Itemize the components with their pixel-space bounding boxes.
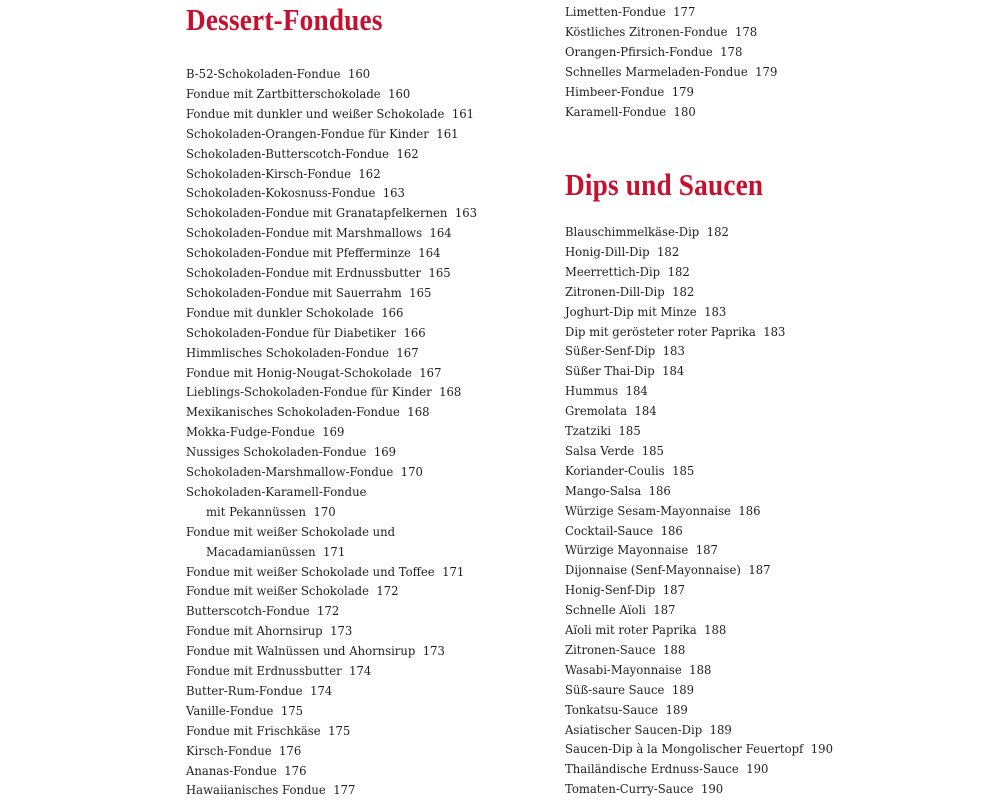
entry-title: Wasabi-Mayonnaise	[565, 661, 682, 677]
index-entry	[565, 304, 726, 320]
entry-title: Schokoladen-Butterscotch-Fondue	[186, 145, 390, 161]
entry-page-number: 187	[695, 542, 718, 558]
section-heading-dessert-fondues: Dessert-Fondues	[186, 2, 383, 37]
index-entry	[186, 623, 352, 639]
entry-title: Blauschimmelkäse-Dip	[565, 224, 700, 239]
entry-title: Mokka-Fudge-Fondue	[186, 424, 315, 440]
entry-page-number: 179	[755, 63, 778, 79]
entry-page-number: 175	[328, 722, 351, 738]
index-entry	[565, 682, 694, 698]
index-entry	[565, 44, 742, 60]
entry-title: Fondue mit Walnüssen und Ahornsirup	[186, 643, 416, 659]
entry-title: Fondue mit Ahornsirup	[186, 623, 323, 639]
entry-page-number: 177	[333, 782, 356, 798]
index-entry	[565, 741, 833, 757]
entry-page-number: 183	[763, 323, 786, 339]
entry-page-number: 162	[358, 165, 381, 181]
entry-title: Tomaten-Curry-Sauce	[565, 781, 694, 797]
entry-title: Würzige Sesam-Mayonnaise	[565, 502, 731, 518]
index-entry	[186, 763, 306, 779]
index-entry	[186, 703, 303, 719]
entry-title: Aïoli mit roter Paprika	[565, 622, 697, 637]
entry-page-number: 190	[746, 761, 769, 777]
entry-title: Fondue mit Honig-Nougat-Schokolade	[186, 364, 412, 380]
index-entry	[186, 146, 419, 162]
entry-title: Zitronen-Dill-Dip	[565, 283, 665, 299]
entry-page-number: 171	[323, 543, 346, 559]
entry-title: Fondue mit weißer Schokolade und Toffee	[186, 563, 435, 579]
index-entry	[186, 683, 332, 699]
index-entry	[565, 463, 694, 479]
entry-page-number: 163	[382, 185, 405, 201]
entry-page-number: 186	[648, 482, 671, 498]
entry-page-number: 174	[349, 663, 372, 678]
entry-title: Orangen-Pfirsich-Fondue	[565, 43, 713, 59]
entry-title: Tonkatsu-Sauce	[565, 701, 659, 717]
index-entry	[565, 24, 757, 40]
index-entry	[565, 483, 671, 499]
index-entry	[186, 424, 344, 440]
entry-title: Schokoladen-Fondue mit Marshmallows	[186, 225, 423, 241]
entry-title: Himbeer-Fondue	[565, 83, 665, 99]
entry-page-number: 176	[279, 742, 302, 758]
index-entry	[565, 383, 648, 399]
entry-title: Schokoladen-Fondue mit Sauerrahm	[186, 284, 402, 300]
entry-title: Dip mit gerösteter roter Paprika	[565, 323, 756, 339]
entry-title: Ananas-Fondue	[186, 762, 277, 778]
entry-title: Meerrettich-Dip	[565, 263, 661, 279]
section-heading-dips-und-saucen: Dips und Saucen	[565, 167, 764, 202]
index-entry	[565, 84, 694, 100]
entry-page-number: 183	[704, 303, 727, 319]
index-entry	[565, 781, 723, 797]
entry-title: Schokoladen-Kokosnuss-Fondue	[186, 185, 376, 201]
entry-page-number: 174	[310, 682, 333, 698]
entry-title: Würzige Mayonnaise	[565, 542, 689, 558]
entry-title: Dijonnaise (Senf-Mayonnaise)	[565, 562, 741, 578]
index-entry	[565, 722, 732, 738]
entry-title: Hummus	[565, 383, 619, 399]
entry-title: Limetten-Fondue	[565, 4, 666, 19]
index-entry	[186, 564, 464, 580]
entry-title: Gremolata	[565, 403, 628, 419]
entry-page-number: 160	[347, 66, 371, 81]
index-entry	[186, 663, 371, 679]
index-entry	[565, 503, 761, 519]
index-entry	[565, 4, 695, 20]
entry-page-number: 188	[704, 622, 727, 637]
entry-page-number: 170	[313, 503, 336, 519]
entry-page-number: 187	[662, 582, 685, 598]
entry-page-number: 175	[280, 702, 304, 718]
entry-page-number: 184	[634, 403, 657, 419]
index-entry	[565, 642, 685, 658]
index-entry	[186, 205, 477, 221]
index-entry	[186, 583, 399, 599]
index-entry	[565, 104, 696, 120]
entry-title: Butter-Rum-Fondue	[186, 682, 303, 698]
entry-title: Kirsch-Fondue	[186, 742, 272, 758]
entry-page-number: 162	[396, 145, 419, 161]
entry-title: Schokoladen-Kirsch-Fondue	[186, 165, 351, 181]
entry-page-number: 189	[709, 721, 732, 737]
entry-page-number: 173	[330, 623, 353, 639]
index-entry	[206, 544, 345, 560]
entry-title: Zitronen-Sauce	[565, 641, 656, 657]
entry-page-number: 180	[673, 103, 696, 119]
entry-page-number: 185	[618, 423, 641, 438]
entry-page-number: 188	[663, 641, 686, 657]
entry-title: Schokoladen-Orangen-Fondue für Kinder	[186, 125, 429, 141]
entry-page-number: 184	[662, 363, 685, 379]
index-entry	[186, 166, 381, 182]
entry-title: Lieblings-Schokoladen-Fondue für Kinder	[186, 384, 432, 400]
entry-page-number: 190	[810, 741, 833, 757]
index-entry	[186, 325, 426, 341]
index-entry	[186, 743, 301, 759]
index-entry	[186, 782, 355, 798]
entry-title: Salsa Verde	[565, 442, 635, 458]
entry-page-number: 160	[388, 85, 411, 101]
entry-title: Fondue mit Zartbitterschokolade	[186, 85, 381, 101]
entry-page-number: 179	[671, 83, 694, 99]
entry-page-number: 183	[662, 343, 685, 359]
entry-title: Saucen-Dip à la Mongolischer Feuertopf	[565, 741, 804, 757]
entry-title: Süßer-Senf-Dip	[565, 343, 656, 359]
index-entry	[565, 622, 726, 638]
entry-title: Asiatischer Saucen-Dip	[565, 721, 703, 737]
index-entry	[565, 582, 685, 598]
entry-page-number: 189	[671, 681, 695, 697]
entry-page-number: 169	[373, 444, 397, 460]
index-entry	[565, 602, 676, 618]
index-entry	[186, 126, 458, 142]
index-entry	[186, 86, 410, 102]
entry-page-number: 161	[451, 105, 475, 121]
entry-title: Fondue mit Erdnussbutter	[186, 663, 342, 678]
index-entry	[565, 443, 664, 459]
entry-title: Vanille-Fondue	[186, 702, 274, 718]
entry-page-number: 167	[419, 364, 442, 380]
index-entry	[565, 363, 684, 379]
entry-title: Nussiges Schokoladen-Fondue	[186, 444, 367, 460]
index-entry	[565, 64, 777, 80]
index-entry	[565, 244, 679, 260]
entry-title: Butterscotch-Fondue	[186, 603, 310, 619]
entry-title: Schokoladen-Fondue mit Granatapfelkernen	[186, 205, 448, 221]
entry-page-number: 184	[625, 383, 648, 399]
entry-page-number: 166	[403, 324, 426, 340]
index-entry	[206, 504, 336, 520]
entry-title: Mexikanisches Schokoladen-Fondue	[186, 404, 400, 420]
entry-title: Süß-saure Sauce	[565, 681, 665, 697]
entry-page-number: 185	[672, 462, 695, 478]
entry-page-number: 168	[439, 384, 462, 400]
entry-title: Fondue mit dunkler und weißer Schokolade	[186, 105, 445, 121]
entry-title: Schokoladen-Fondue mit Pfefferminze	[186, 245, 411, 261]
entry-title: Joghurt-Dip mit Minze	[565, 303, 697, 319]
index-entry	[565, 562, 771, 578]
entry-title: Fondue mit weißer Schokolade und	[186, 523, 396, 539]
index-entry	[186, 245, 440, 261]
entry-page-number: 172	[376, 583, 399, 599]
entry-title: B-52-Schokoladen-Fondue	[186, 66, 341, 81]
index-entry	[186, 444, 396, 460]
entry-title: Schnelle Aïoli	[565, 602, 646, 618]
entry-page-number: 177	[673, 4, 696, 19]
entry-page-number: 186	[660, 522, 683, 538]
entry-title: Schokoladen-Fondue mit Erdnussbutter	[186, 265, 422, 280]
index-entry	[186, 524, 395, 540]
entry-title: Schokoladen-Karamell-Fondue	[186, 483, 367, 499]
index-entry	[186, 225, 452, 241]
entry-page-number: 187	[748, 562, 771, 578]
index-entry	[565, 761, 768, 777]
index-entry	[565, 523, 683, 539]
entry-title: Macadamianüssen	[206, 543, 316, 559]
entry-title: Hawaiianisches Fondue	[186, 782, 326, 798]
entry-page-number: 178	[734, 23, 758, 39]
entry-page-number: 170	[400, 464, 423, 479]
entry-title: Mango-Salsa	[565, 482, 642, 498]
index-entry	[565, 542, 718, 558]
entry-page-number: 190	[700, 781, 724, 797]
entry-title: Schnelles Marmeladen-Fondue	[565, 63, 748, 79]
index-entry	[565, 702, 688, 718]
index-entry	[186, 106, 474, 122]
entry-page-number: 166	[381, 304, 404, 320]
entry-title: Cocktail-Sauce	[565, 522, 654, 538]
entry-page-number: 163	[454, 205, 478, 221]
entry-page-number: 185	[641, 442, 664, 458]
index-entry	[186, 185, 405, 201]
entry-page-number: 187	[653, 602, 676, 618]
index-entry	[186, 643, 445, 659]
entry-page-number: 169	[322, 424, 345, 440]
index-entry	[186, 723, 350, 739]
index-entry	[565, 423, 641, 439]
index-entry	[565, 403, 657, 419]
entry-title: Thailändische Erdnuss-Sauce	[565, 761, 739, 777]
entry-page-number: 189	[665, 701, 688, 717]
entry-page-number: 168	[407, 404, 430, 420]
entry-page-number: 167	[396, 344, 419, 360]
entry-page-number: 178	[720, 43, 743, 59]
entry-page-number: 182	[706, 224, 729, 239]
entry-title: Süßer Thai-Dip	[565, 363, 655, 379]
entry-page-number: 165	[409, 284, 432, 300]
entry-title: Himmlisches Schokoladen-Fondue	[186, 344, 389, 360]
index-entry	[186, 365, 441, 381]
entry-page-number: 182	[672, 283, 695, 299]
entry-title: Honig-Dill-Dip	[565, 243, 650, 259]
index-entry	[186, 305, 403, 321]
index-entry	[565, 224, 729, 240]
entry-page-number: 186	[738, 502, 761, 518]
index-entry	[186, 484, 366, 500]
index-entry	[186, 464, 423, 480]
entry-title: Schokoladen-Marshmallow-Fondue	[186, 464, 394, 479]
entry-title: Fondue mit dunkler Schokolade	[186, 304, 374, 320]
index-entry	[565, 264, 690, 280]
entry-title: Schokoladen-Fondue für Diabetiker	[186, 324, 397, 340]
index-entry	[565, 343, 685, 359]
index-entry	[186, 285, 431, 301]
entry-title: Fondue mit weißer Schokolade	[186, 583, 369, 599]
entry-page-number: 173	[422, 643, 445, 659]
index-entry	[186, 404, 429, 420]
index-entry	[186, 66, 370, 82]
entry-page-number: 172	[317, 603, 340, 619]
index-entry	[565, 662, 711, 678]
entry-title: mit Pekannüssen	[206, 503, 307, 519]
index-entry	[186, 384, 461, 400]
entry-title: Köstliches Zitronen-Fondue	[565, 23, 728, 39]
index-entry	[186, 265, 451, 281]
entry-title: Tzatziki	[565, 423, 612, 438]
entry-page-number: 164	[429, 225, 452, 241]
entry-page-number: 188	[689, 661, 712, 677]
entry-page-number: 176	[284, 762, 307, 778]
entry-page-number: 182	[657, 243, 680, 259]
index-entry	[565, 324, 785, 340]
entry-page-number: 161	[436, 125, 459, 141]
index-entry	[565, 284, 694, 300]
index-entry	[186, 603, 339, 619]
entry-title: Karamell-Fondue	[565, 103, 667, 119]
entry-title: Honig-Senf-Dip	[565, 582, 656, 598]
entry-title: Fondue mit Frischkäse	[186, 722, 321, 738]
entry-page-number: 165	[428, 265, 451, 280]
entry-page-number: 164	[418, 245, 441, 261]
entry-title: Koriander-Coulis	[565, 462, 665, 478]
entry-page-number: 171	[442, 563, 465, 579]
entry-page-number: 182	[667, 263, 690, 279]
index-entry	[186, 345, 419, 361]
